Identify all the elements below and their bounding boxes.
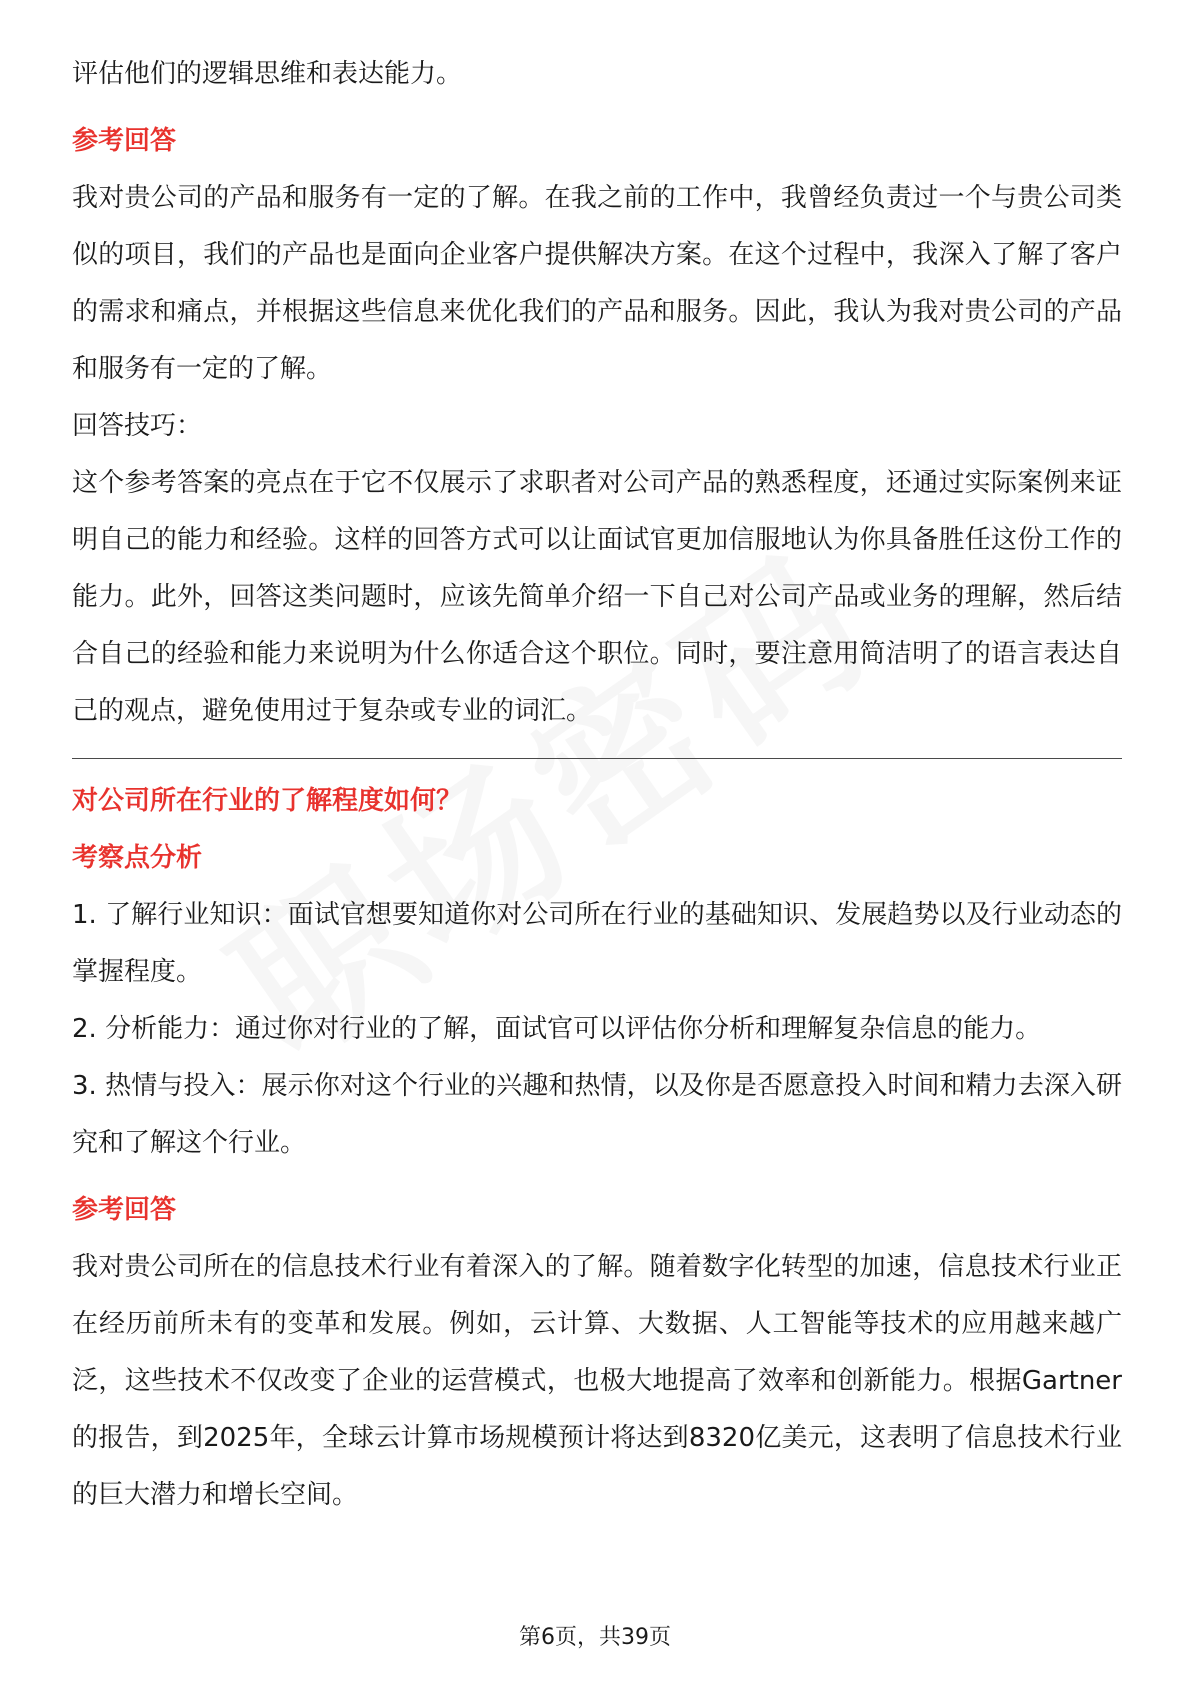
ref-answer-heading-1: 参考回答 (72, 126, 177, 156)
section-divider (72, 758, 1122, 759)
analysis-item: 2. 分析能力：通过你对行业的了解，面试官可以评估你分析和理解复杂信息的能力。 (72, 1014, 1042, 1044)
analysis-heading: 考察点分析 (72, 843, 203, 873)
document-page (72, 46, 1122, 1524)
analysis-item: 1. 了解行业知识：面试官想要知道你对公司所在行业的基础知识、发展趋势以及行业动态的掌握程度。 (72, 900, 1122, 987)
tips-text: 这个参考答案的亮点在于它不仅展示了求职者对公司产品的熟悉程度，还通过实际案例来证明自己的能力和经验。这样的回答方式可以让面试官更加信服地认为你具备胜任这份工作的能力。此外，回答这类问题时，应该先简单介绍一下自己对公司产品或业务的理解，然后结合自己的经验和能力来说明为什么你适合这个职位。同时，要注意用简洁明了的语言表达自己的观点，避免使用过于复杂或专业的词汇。 (72, 468, 1122, 726)
page-number: 第6页，共39页 (519, 1625, 671, 1650)
ref-answer-text-1: 我对贵公司的产品和服务有一定的了解。在我之前的工作中，我曾经负责过一个与贵公司类似的项目，我们的产品也是面向企业客户提供解决方案。在这个过程中，我深入了解了客户的需求和痛点，并根据这些信息来优化我们的产品和服务。因此，我认为我对贵公司的产品和服务有一定的了解。 (72, 183, 1122, 384)
analysis-item: 3. 热情与投入：展示你对这个行业的兴趣和热情，以及你是否愿意投入时间和精力去深入研究和了解这个行业。 (72, 1071, 1122, 1158)
tips-label: 回答技巧： (72, 411, 203, 441)
intro-text: 评估他们的逻辑思维和表达能力。 (72, 59, 463, 89)
question-heading: 对公司所在行业的了解程度如何？ (72, 786, 463, 816)
analysis-list (72, 887, 1122, 1172)
ref-answer-text-2: 我对贵公司所在的信息技术行业有着深入的了解。随着数字化转型的加速，信息技术行业正在经历前所未有的变革和发展。例如，云计算、大数据、人工智能等技术的应用越来越广泛，这些技术不仅改变了企业的运营模式，也极大地提高了效率和创新能力。根据Gartner的报告，到2025年，全球云计算市场规模预计将达到8320亿美元，这表明了信息技术行业的巨大潜力和增长空间。 (72, 1252, 1122, 1510)
ref-answer-heading-2: 参考回答 (72, 1195, 177, 1225)
